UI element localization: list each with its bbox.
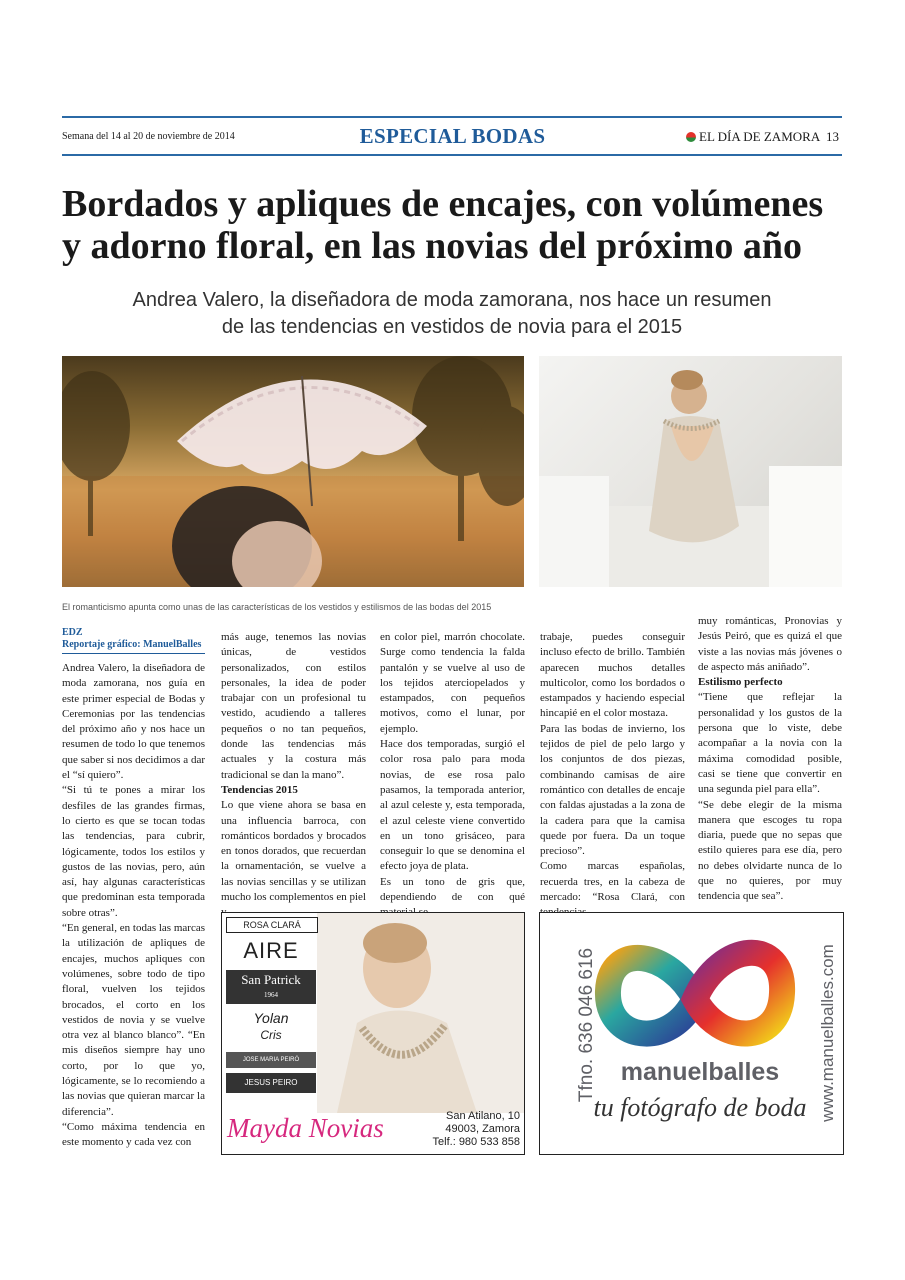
article-column-4: [540, 630, 685, 921]
publication-logo-icon: [686, 132, 696, 142]
ad-balles-website[interactable]: www.manuelballes.com: [818, 944, 837, 1122]
paragraph: “Tiene que reflejar la personalidad y los gustos de la persona que lo viste, debe acompañar a la novia con la máxima comodidad posible, casi se tiene que convertir en una segunda piel para ella”.: [698, 691, 842, 796]
ad-mayda-novias[interactable]: [221, 912, 525, 1155]
subheading-tendencias: Tendencias 2015: [221, 783, 298, 796]
ad-mayda-name: Mayda Novias: [227, 1113, 384, 1143]
ad-mayda-phone: Telf.: 980 533 858: [432, 1136, 520, 1148]
ad-balles-infinity-logo-icon: [590, 921, 800, 1071]
paragraph: “En general, en todas las marcas la utilización de apliques de encajes, muchos apliques con volúmenes, sobre todo de tipo floral, vuelven los tejidos brocados, el corto en los vestidos de novia y se vuelve otra vez al blanco blanco”. “En mis diseños siempre hay uno corto, por lo que yo, lógicamente, se lo recomiendo a las novias que quieran marcar la diferencia”.: [62, 922, 205, 1118]
ad-mayda-contact: [422, 1110, 520, 1149]
ad-mayda-bride-photo: [317, 913, 524, 1113]
paragraph: Andrea Valero, la diseñadora de moda zamorana, nos guía en este primer especial de Bodas y Ceremonias por las tendencias del próximo año y nos hace un resumen de todo lo que tenemos que saber si nos decidimos a dar el “sí quiero”.: [62, 662, 205, 782]
article-column-5: [698, 614, 842, 905]
paragraph: Como marcas españolas, recuerda tres, en la cabeza de mercado: “Rosa Clará, con: [540, 860, 685, 904]
subheading-estilismo: Estilismo perfecto: [698, 676, 783, 689]
ad-mayda-address-2: 49003, Zamora: [445, 1123, 520, 1135]
paragraph: Para las bodas de invierno, los tejidos de piel de pelo largo y los conjuntos de dos piezas, combinando camisas de aire romántico con detalles de encaje con faldas ajustadas a la zona de la cadera para que la camisa quede por fuera. Da un toque precioso”.: [540, 722, 685, 858]
ad-balles-phone: Tfno. 636 046 616: [576, 947, 597, 1103]
brand-cris-label: Cris: [260, 1028, 282, 1042]
photo-caption: El romanticismo apunta como unas de las características de los vestidos y estilismos de las bodas del 2015: [62, 602, 492, 612]
brand-san-patrick-year: 1964: [264, 991, 278, 999]
issue-date: Semana del 14 al 20 de noviembre de 2014: [62, 131, 235, 142]
paragraph: Lo que viene ahora se basa en una influencia barroca, con románticos bordados y brocados en tonos dorados, que recuerdan la ornamentación, se vuelve a las novias sencillas y se utilizan mucho los complementos en piel: [221, 799, 366, 904]
photo-bride-umbrella: [62, 356, 524, 587]
ad-balles-name: manuelballes: [620, 1058, 780, 1086]
subheadline-line-1: Andrea Valero, la diseñadora de moda zamorana, nos hace un resumen: [132, 289, 772, 311]
paragraph: muy románticas, Pronovias y Jesús Peiró, que es quizá el que viste a las novias más jóvenes o de aspecto más aniñado”.: [698, 615, 842, 673]
headline-line-1: Bordados y apliques de encajes, con volúmenes: [62, 183, 824, 225]
byline-photo-credit: Reportaje gráfico: ManuelBalles: [62, 639, 202, 650]
byline: [62, 627, 205, 654]
brand-jose-maria-peiro: JOSE MARIA PEIRÓ: [226, 1052, 316, 1068]
paragraph: trabaje, puedes conseguir incluso efecto de brillo. También aparecen muchos detalles multicolor, como los bordados o estampados y haciendo especial hincapié en el color mostaza.: [540, 631, 685, 720]
subheadline-line-2: de las tendencias en vestidos de novia para el 2015: [221, 316, 683, 338]
brand-jesus-peiro: JESUS PEIRO: [226, 1073, 316, 1093]
paragraph: “Si tú te pones a mirar los desfiles de las grandes firmas, lo cierto es que se tocan todas las tendencias, para cubrir, lógicamente, todos los estilos y gustos de las novias, pero, aún así, hay algunas características que predominan esta temporada sobre otras”.: [62, 784, 205, 919]
brand-rosa-clara: ROSA CLARÁ: [226, 917, 318, 933]
article-column-3: [380, 630, 525, 921]
article-column-2: [221, 630, 366, 921]
brand-yolan-label: Yolan: [253, 1010, 289, 1026]
paragraph: “Como máxima tendencia en este momento y cada vez con: [62, 1120, 205, 1149]
publication-label: EL DÍA DE ZAMORA: [699, 129, 821, 144]
paragraph: Es un tono de gris que, dependiendo de con qué: [380, 875, 525, 904]
subheadline: [62, 287, 842, 341]
brand-yolan-cris: [226, 1009, 316, 1047]
brand-san-patrick: [226, 970, 316, 1004]
photo-bride-back-dress-illustration: [539, 356, 842, 587]
brand-san-patrick-label: San Patrick: [241, 972, 301, 987]
headline-line-2: y adorno floral, en las novias del próximo año: [62, 225, 802, 267]
publication-name: [686, 129, 820, 145]
article-column-1: [62, 661, 205, 1151]
paragraph: Hace dos temporadas, surgió el color rosa palo para moda novias, de ese rosa palo pasamos, la temporada anterior, al azul celeste y, esta temporada, el azul celeste viene convertido en un tono grisáceo, para conseguir lo que se denomina el efecto joya de plata.: [380, 738, 525, 873]
ad-balles-tagline: tu fotógrafo de boda: [593, 1093, 807, 1122]
paragraph: en color piel, marrón chocolate. Surge como tendencia la falda pantalón y se vuelve al uso de los tejidos aterciopelados y estampados, con pequeños motivos, como el lunar, por ejemplo.: [380, 631, 525, 735]
byline-author: EDZ: [62, 627, 83, 638]
headline: [62, 183, 852, 267]
brand-aire: AIRE: [226, 935, 316, 967]
page-number: 13: [826, 129, 839, 144]
section-title: ESPECIAL BODAS: [359, 124, 546, 148]
header-top-rule: [62, 116, 842, 118]
header-bottom-rule: [62, 154, 842, 156]
ad-manuel-balles[interactable]: [539, 912, 844, 1155]
ad-mayda-address-1: San Atilano, 10: [445, 1110, 520, 1122]
paragraph: “Se debe elegir de la misma manera que escoges tu ropa diaria, puede que no sepas que estilo quieres para ese día, pero no debes olvidarte nunca de lo que no quieres, por muy tendencia que sea”.: [698, 798, 842, 903]
photo-bride-umbrella-illustration: [62, 356, 524, 587]
paragraph: más auge, tenemos las novias únicas, de vestidos personalizados, con estilos personales, la idea de poder trabajar con un profesional tu vestido, acudiendo a talleres pequeños o no tan pequeños, donde las tendencias más actuales y la costura más tradicional se dan la mano”.: [221, 631, 366, 781]
photo-bride-back-dress: [539, 356, 842, 587]
